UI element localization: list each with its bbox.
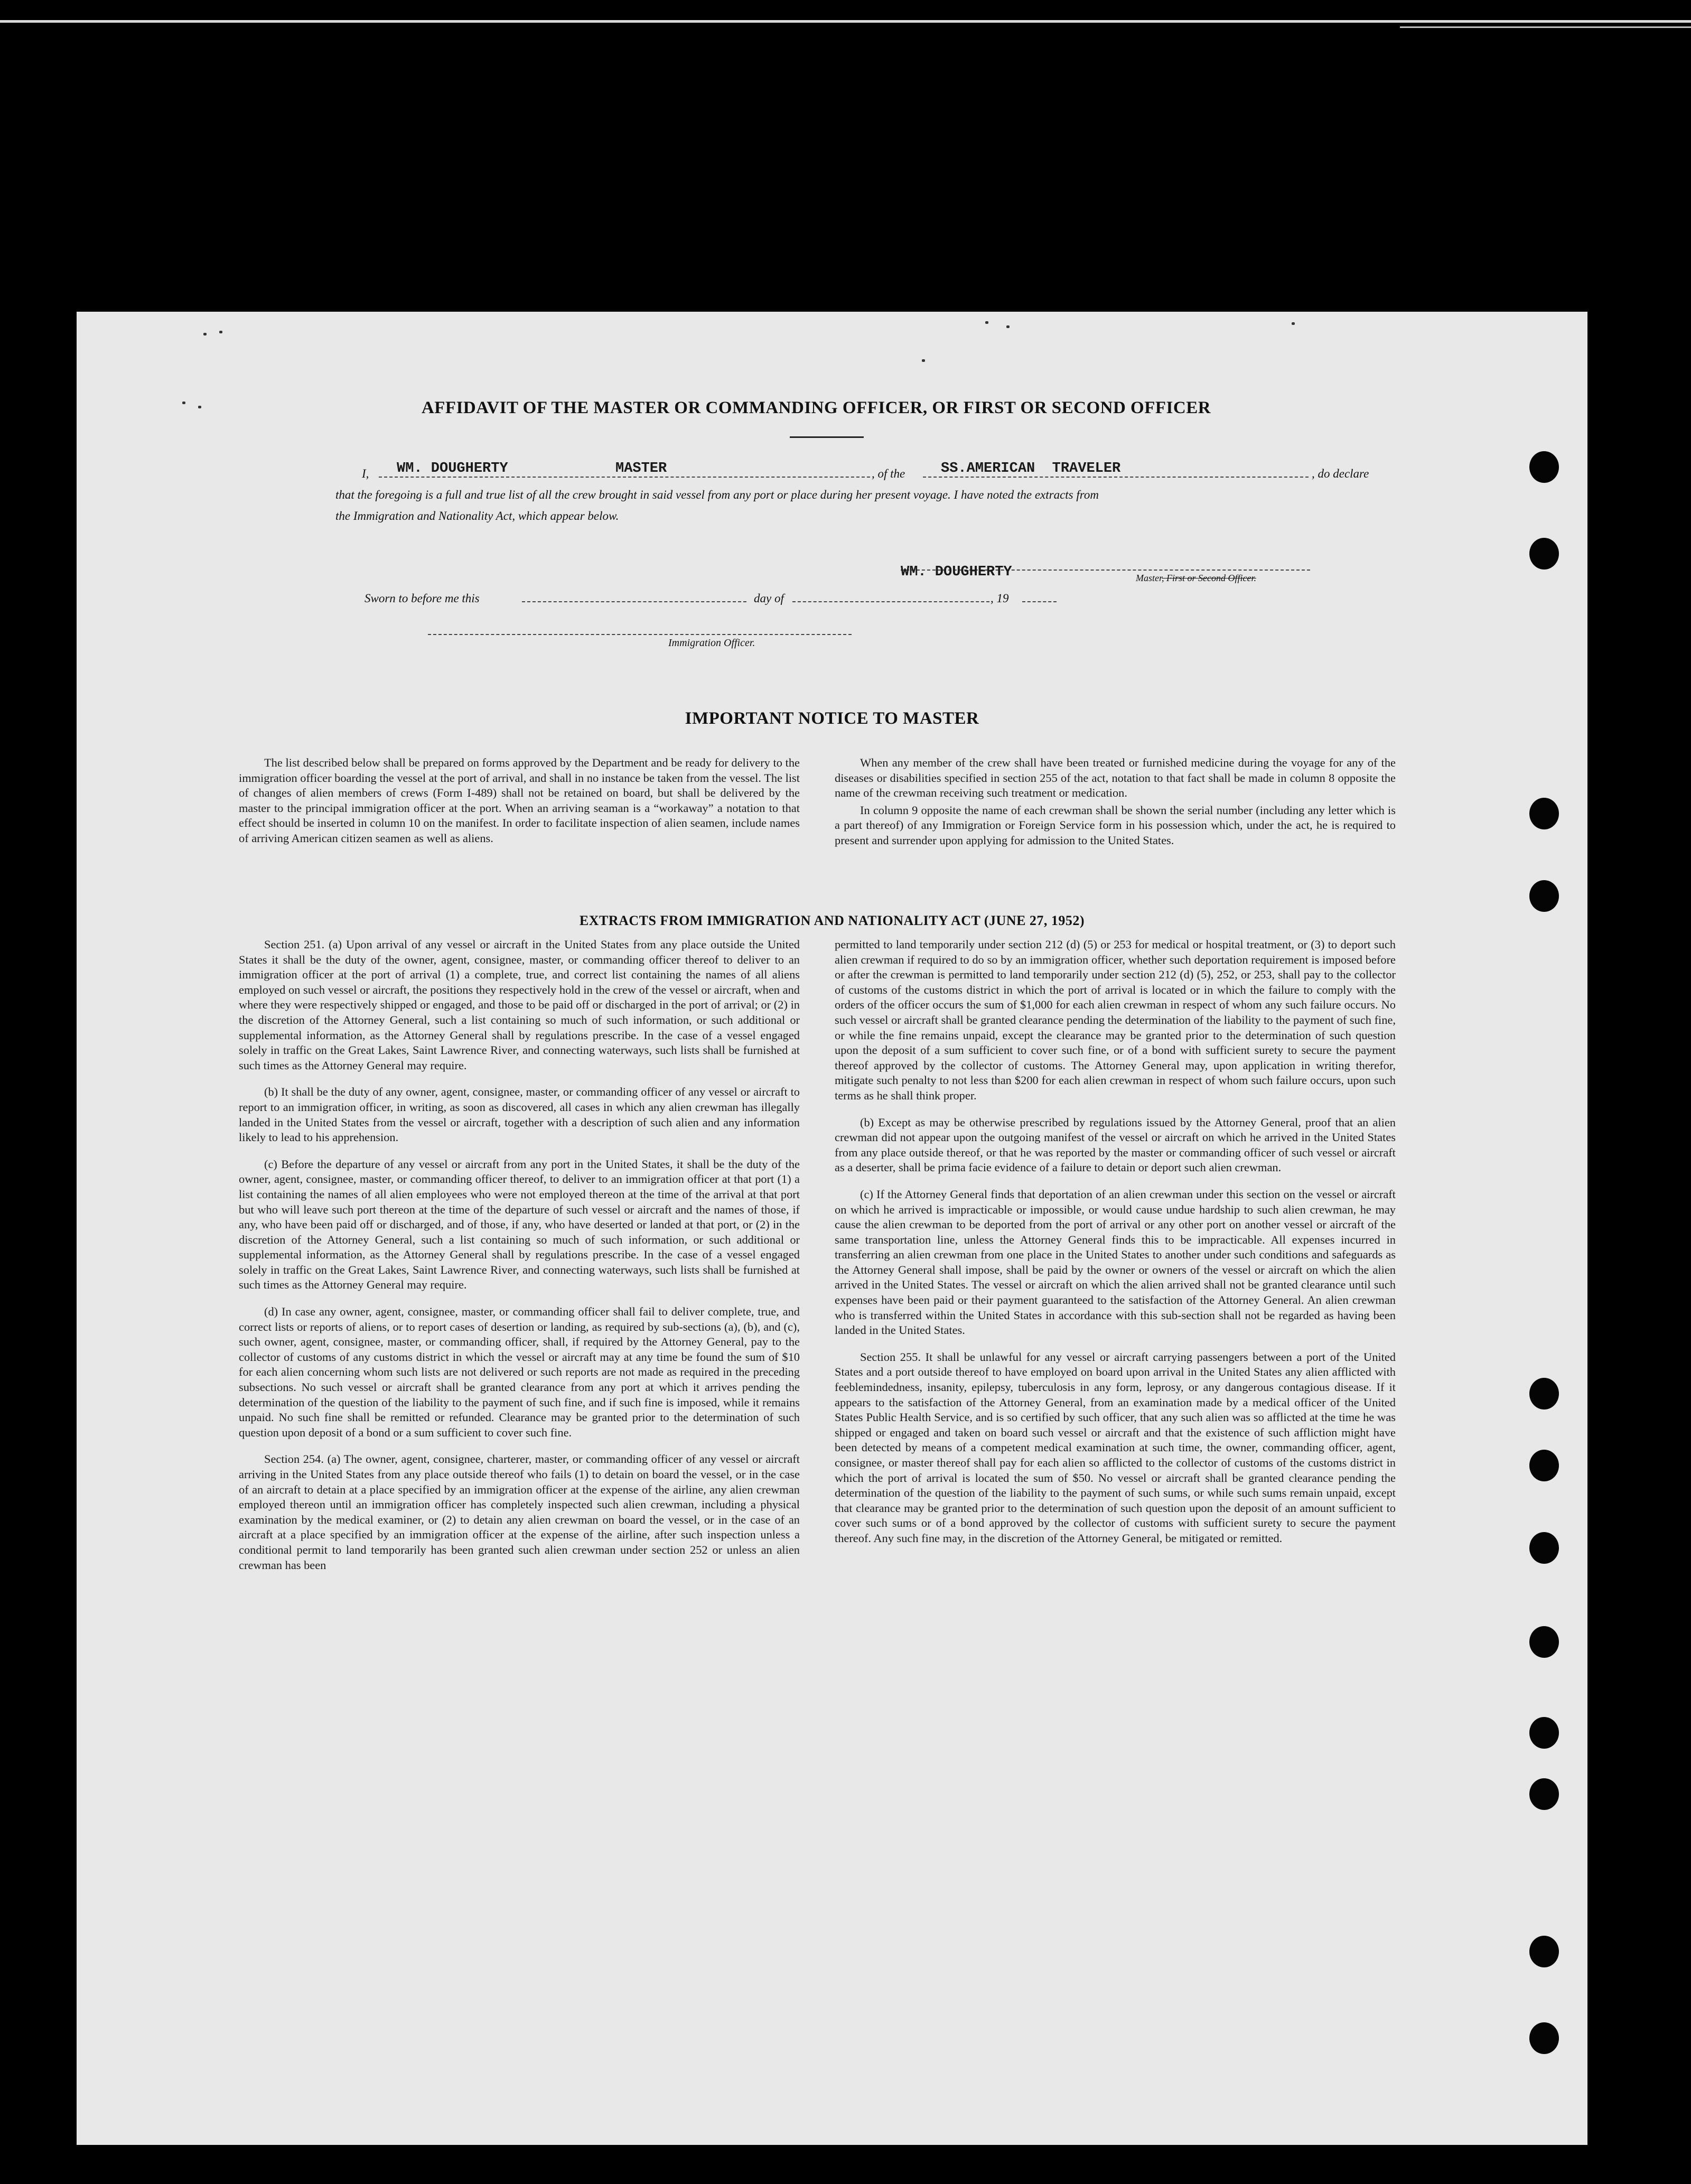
punch-hole — [1529, 538, 1559, 570]
day-of-label: day of — [754, 592, 784, 605]
punch-hole — [1529, 451, 1559, 483]
extracts-right-column — [835, 937, 1396, 1558]
punch-hole — [1529, 1378, 1559, 1410]
officer-line — [428, 634, 852, 635]
extracts-left-column — [239, 937, 800, 1584]
ink-speck — [1292, 322, 1295, 325]
punch-hole — [1529, 1936, 1559, 1967]
statement-line-1: that the foregoing is a full and true list of all the crew brought in said vessel from any port or place during her present voyage. I have noted the extracts from — [335, 488, 1099, 501]
affidavit-title: AFFIDAVIT OF THE MASTER OR COMMANDING OFFICER, OR FIRST OR SECOND OFFICER — [421, 398, 1211, 417]
section-255: Section 255. It shall be unlawful for any vessel or aircraft carrying passengers between a port of the United States and a port outside thereof to have employed on board upon arrival in the United States any alien afflicted with feeblemindedness, insanity, epilepsy, tuberculosis in any form, leprosy, or any dangerous contagious disease. If it appears to the satisfaction of the Attorney General, from an examination made by a medical officer of the United States Public Health Service, and is so certified by such officer, that any such alien was so afflicted at the time he was shipped or engaged and taken on board such vessel or aircraft and that the existence of such affliction might have been detected by means of a competent medical examination at such time, the owner, commanding officer, agent, consignee, or master thereof shall pay for each alien so afflicted to the collector of customs of the customs district in which the port of arrival is located the sum of $50. No vessel or aircraft shall be granted clearance pending the determination of the question of the liability to the payment of such sums, or while such sums remain unpaid, except that clearance may be granted prior to the determination of such question upon the deposit of an amount sufficient to cover such sums or of a bond approved by the collector of customs with sufficient surety to secure the payment thereof. Any such fine may, in the discretion of the Attorney General, be mitigated or remitted. — [835, 1350, 1396, 1545]
vessel-line — [923, 477, 1309, 478]
statement-line-2: the Immigration and Nationality Act, which appear below. — [335, 509, 619, 522]
sworn-label: Sworn to before me this — [365, 592, 480, 605]
of-the-label: , of the — [872, 467, 905, 480]
notice-left-para: The list described below shall be prepared on forms approved by the Department and be ready for delivery to the immigration officer boarding the vessel at the port of arrival, and shall in no instance be taken from the vessel. The list of changes of alien members of crews (Form I-489) shall not be retained on board, but shall be delivered by the master to the principal immigration officer at the port. When an arriving seaman is a “workaway” a notation to that effect should be inserted in column 10 on the manifest. In order to facilitate inspection of alien seamen, include names of arriving American citizen seamen as well as aliens. — [239, 756, 800, 845]
ink-speck — [203, 333, 207, 335]
signature-filled: WM. DOUGHERTY — [901, 564, 1012, 580]
ink-speck — [985, 321, 988, 324]
punch-hole — [1529, 1626, 1559, 1658]
notice-right-column — [835, 755, 1396, 860]
punch-hole — [1529, 1717, 1559, 1749]
punch-hole — [1529, 1450, 1559, 1481]
punch-hole — [1529, 1778, 1559, 1810]
section-251-a: Section 251. (a) Upon arrival of any vessel or aircraft in the United States from any place outside the United States it shall be the duty of the owner, agent, consignee, master, or commanding officer thereof to deliver to an immigration officer at the port of arrival (1) a complete, true, and correct list containing the names of all aliens employed on such vessel or aircraft, the positions they respectively hold in the crew of the vessel or aircraft, when and where they were respectively shipped or engaged, and those to be paid off or discharged in the port of arrival; or (2) in the discretion of the Attorney General, such a list containing so much of such information, or such additional or supplemental information, as the Attorney General shall by regulations prescribe. In the case of a vessel engaged solely in traffic on the Great Lakes, Saint Lawrence River, and connecting waterways, such lists shall be furnished at such times as the Attorney General may require. — [239, 938, 800, 1072]
section-254-c: (c) If the Attorney General finds that deportation of an alien crewman under this section on the vessel or aircraft on which he arrived is impracticable or impossible, or would cause undue hardship to such alien crewman, he may cause the alien crewman to be deported from the port of arrival or any other port on another vessel or aircraft of the same transportation line, unless the Attorney General finds this to be impracticable. All expenses incurred in transferring an alien crewman from one place in the United States to another under such conditions and safeguards as the Attorney General shall impose, shall be paid by the owner or owners of the vessel or aircraft on which the alien arrived in the United States. The vessel or aircraft on which the alien arrived shall not be granted clearance until such expenses have been paid or their payment guaranteed to the satisfaction of the Attorney General. An alien crewman who is transferred within the United States in accordance with this sub-section shall not be regarded as having been landed in the United States. — [835, 1187, 1396, 1337]
punch-hole — [1529, 1532, 1559, 1564]
ink-speck — [219, 331, 222, 333]
year-line — [1022, 601, 1057, 602]
vessel-filled: SS.AMERICAN TRAVELER — [941, 461, 1121, 477]
title-rule — [790, 436, 864, 438]
i-label: I, — [362, 467, 369, 480]
name-filled: WM. DOUGHERTY — [397, 461, 508, 477]
section-251-c: (c) Before the departure of any vessel or aircraft from any port in the United States, it shall be the duty of the owner, agent, consignee, master, or commanding officer thereof, to deliver to an immigration officer at that port (1) a list containing the names of all alien employees who were not employed thereon at the time of the arrival at that port but who will leave such port thereon at the time of the departure of such vessel or aircraft and the names of those, if any, who have been paid off or discharged, and of those, if any, who have deserted or landed at that port, or (2) in the discretion of the Attorney General, such a list containing so much of such information, or such additional or supplemental information, as the Attorney General shall by regulations prescribe. In the case of a vessel engaged solely in traffic on the Great Lakes, Saint Lawrence River, and connecting waterways, such lists shall be furnished at such times as the Attorney General may require. — [239, 1157, 800, 1292]
document-page — [77, 312, 1587, 2145]
notice-right-para-2: In column 9 opposite the name of each crewman shall be shown the serial number (including any letter which is a part thereof) of any Immigration or Foreign Service form in his possession which, under the act, he is required to present and surrender upon applying for admission to the United States. — [835, 803, 1396, 847]
declare-label: , do declare — [1312, 467, 1369, 480]
ink-speck — [922, 359, 925, 362]
punch-hole — [1529, 880, 1559, 912]
month-line — [792, 601, 989, 602]
extracts-title: EXTRACTS FROM IMMIGRATION AND NATIONALITY ACT (JUNE 27, 1952) — [579, 913, 1085, 928]
punch-hole — [1529, 2022, 1559, 2054]
section-254-a-continued: permitted to land temporarily under section 212 (d) (5) or 253 for medical or hospital treatment, or (3) to deport such alien crewman if required to do so by an immigration officer, whether such deportation requirement is imposed before or after the crewman is permitted to land temporarily under section 212 (d) (5), 252, or 253, shall pay to the collector of customs of the customs district in which the port of arrival is located or in which the failure to comply with the orders of the officer occurs the sum of $1,000 for each alien crewman in respect of whom any such failure occurs. No such vessel or aircraft shall be granted clearance pending the determination of the liability to the payment of such fine, or while the fine remains unpaid, except the clearance may be granted prior to the determination of such question upon the deposit of a sum sufficient to cover such fine, or of a bond with sufficient surety to secure the payment thereof approved by the collector of customs. The Attorney General may, upon application in writing therefor, mitigate such penalty to not less than $200 for each alien crewman in respect of whom such failure occurs, upon such terms as he shall think proper. — [835, 938, 1396, 1102]
section-251-b: (b) It shall be the duty of any owner, agent, consignee, master, or commanding officer of any vessel or aircraft to report to an immigration officer, in writing, as soon as discovered, all cases in which any alien crewman has illegally landed in the United States from the vessel or aircraft, together with a description of such alien and any information likely to lead to his apprehension. — [239, 1085, 800, 1144]
name-line — [379, 477, 870, 478]
section-251-d: (d) In case any owner, agent, consignee, master, or commanding officer shall fail to deliver complete, true, and correct lists or reports of aliens, or to report cases of desertion or landing, as required by sub-sections (a), (b), and (c), such owner, agent, consignee, master, or commanding officer, shall, if required by the Attorney General, pay to the collector of customs of any customs district in which the vessel or aircraft may at any time be found the sum of $10 for each alien concerning whom such lists are not delivered or such reports are not made as required in the preceding subsections. No such vessel or aircraft shall be granted clearance from any port at which it arrives pending the determination of the question of the liability to the payment of such fine, and if such fine is imposed, while it remains unpaid. No such fine shall be remitted or refunded. Clearance may be granted prior to the determination of such question upon deposit of a bond or a sum sufficient to cover such fine. — [239, 1305, 800, 1439]
ink-speck — [1006, 325, 1010, 328]
top-border-line-secondary — [1400, 26, 1691, 28]
sworn-date-line — [522, 601, 746, 602]
notice-right-para-1: When any member of the crew shall have been treated or furnished medicine during the voyage for any of the diseases or disabilities specified in section 255 of the act, notation to that fact shall be made in column 8 opposite the name of the crewman receiving such treatment or medication. — [835, 756, 1396, 800]
section-254-b: (b) Except as may be otherwise prescribed by regulations issued by the Attorney General, proof that an alien crewman did not appear upon the outgoing manifest of the vessel or aircraft on which he arrived in the United States from any place outside thereof, or that he was reported by the master or commanding officer of such vessel or aircraft as a deserter, shall be prima facie evidence of a failure to detain or deport such alien crewman. — [835, 1115, 1396, 1174]
notice-left-column — [239, 755, 800, 858]
signature-caption: Master, First or Second Officer. — [1136, 573, 1256, 583]
rank-filled: MASTER — [615, 461, 667, 477]
section-254-a: Section 254. (a) The owner, agent, consignee, charterer, master, or commanding officer of any vessel or aircraft arriving in the United States from any place outside thereof who fails (1) to detain on board the vessel, or in the case of an aircraft to detain at a place specified by an immigration officer at the expense of the airline, any alien crewman employed thereon until an immigration officer has completely inspected such alien crewman, including a physical examination by the medical examiner, or (2) to detain any alien crewman on board the vessel, or in the case of an aircraft at a place specified by an immigration officer at the expense of the airline, after such inspection unless a conditional permit to land temporarily has been granted such alien crewman under section 252 or unless an alien crewman has been — [239, 1452, 800, 1572]
punch-hole — [1529, 798, 1559, 829]
officer-caption: Immigration Officer. — [668, 637, 755, 649]
year-label: , 19 — [991, 592, 1009, 605]
notice-title: IMPORTANT NOTICE TO MASTER — [685, 709, 979, 728]
top-border-line — [0, 20, 1691, 23]
